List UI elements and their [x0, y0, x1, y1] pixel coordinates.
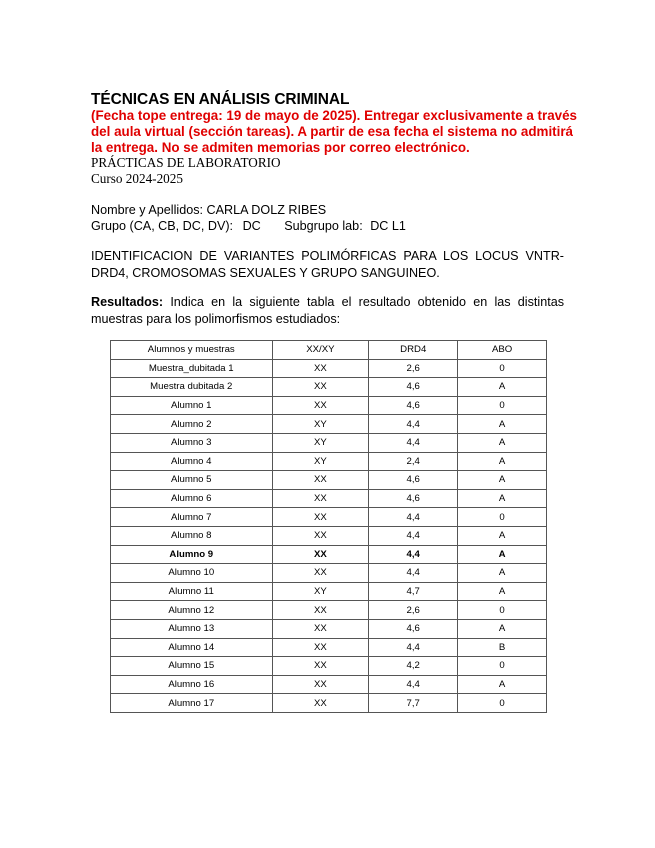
table-row: [111, 582, 547, 601]
practice-title-line: DRD4, CROMOSOMAS SEXUALES Y GRUPO SANGUINEO.: [91, 266, 440, 280]
table-row: [111, 526, 547, 545]
deadline-notice: [91, 108, 577, 156]
table-row: [111, 694, 547, 713]
cell-drd4: 4,6: [369, 471, 458, 490]
group-label: Grupo (CA, CB, DC, DV):: [91, 219, 234, 233]
column-header-drd4: DRD4: [369, 341, 458, 360]
practice-title-line: IDENTIFICACION DE VARIANTES POLIMÓRFICAS PARA LOS LOCUS VNTR-: [91, 249, 564, 263]
cell-abo: 0: [458, 657, 547, 676]
cell-abo: A: [458, 378, 547, 397]
cell-sex: XX: [272, 657, 369, 676]
table-row: [111, 471, 547, 490]
cell-sex: XX: [272, 471, 369, 490]
results-intro: [91, 294, 564, 328]
cell-abo: A: [458, 471, 547, 490]
cell-abo: A: [458, 526, 547, 545]
practice-title: [91, 248, 564, 282]
table-row: [111, 489, 547, 508]
cell-drd4: 2,6: [369, 359, 458, 378]
subgroup-value: DC L1: [370, 219, 406, 233]
cell-sample: Alumno 14: [111, 638, 273, 657]
cell-drd4: 4,4: [369, 433, 458, 452]
cell-drd4: 4,2: [369, 657, 458, 676]
cell-sex: XX: [272, 508, 369, 527]
cell-sample: Alumno 15: [111, 657, 273, 676]
cell-abo: 0: [458, 601, 547, 620]
cell-sex: XX: [272, 359, 369, 378]
cell-sample: Alumno 2: [111, 415, 273, 434]
table-row: [111, 601, 547, 620]
cell-abo: A: [458, 452, 547, 471]
cell-drd4: 4,6: [369, 396, 458, 415]
table-row: [111, 508, 547, 527]
cell-abo: A: [458, 489, 547, 508]
cell-sample: Alumno 10: [111, 564, 273, 583]
table-header-row: [111, 341, 547, 360]
cell-abo: 0: [458, 396, 547, 415]
cell-abo: B: [458, 638, 547, 657]
cell-sex: XY: [272, 433, 369, 452]
cell-abo: A: [458, 582, 547, 601]
table-row: [111, 638, 547, 657]
deadline-notice-line: del aula virtual (sección tareas). A partir de esa fecha el sistema no admitirá: [91, 124, 574, 139]
cell-drd4: 4,4: [369, 545, 458, 564]
student-name-line: [91, 203, 326, 217]
cell-sex: XX: [272, 564, 369, 583]
cell-sex: XX: [272, 489, 369, 508]
cell-sample: Alumno 6: [111, 489, 273, 508]
cell-sex: XX: [272, 545, 369, 564]
cell-abo: A: [458, 675, 547, 694]
table-row: [111, 564, 547, 583]
cell-drd4: 4,4: [369, 526, 458, 545]
cell-abo: 0: [458, 508, 547, 527]
cell-drd4: 7,7: [369, 694, 458, 713]
results-label: Resultados:: [91, 295, 164, 309]
cell-sample: Muestra dubitada 2: [111, 378, 273, 397]
cell-abo: A: [458, 564, 547, 583]
table-row: [111, 675, 547, 694]
cell-sample: Alumno 9: [111, 545, 273, 564]
column-header-abo: ABO: [458, 341, 547, 360]
cell-sex: XX: [272, 638, 369, 657]
cell-drd4: 4,4: [369, 638, 458, 657]
table-row: [111, 396, 547, 415]
document-subtitle: PRÁCTICAS DE LABORATORIO: [91, 155, 281, 170]
student-group-line: [91, 219, 406, 233]
cell-sex: XX: [272, 526, 369, 545]
cell-sex: XX: [272, 396, 369, 415]
cell-sample: Alumno 1: [111, 396, 273, 415]
cell-sex: XY: [272, 452, 369, 471]
cell-drd4: 2,4: [369, 452, 458, 471]
cell-drd4: 4,4: [369, 508, 458, 527]
cell-sample: Alumno 4: [111, 452, 273, 471]
results-text: Indica en la siguiente tabla el resultado obtenido en las distintas: [170, 295, 564, 309]
student-name-label: Nombre y Apellidos:: [91, 203, 203, 217]
document-title: TÉCNICAS EN ANÁLISIS CRIMINAL: [91, 91, 350, 108]
table-row: [111, 657, 547, 676]
cell-sex: XX: [272, 619, 369, 638]
cell-sample: Muestra_dubitada 1: [111, 359, 273, 378]
cell-drd4: 4,4: [369, 675, 458, 694]
group-value: DC: [242, 219, 261, 233]
cell-abo: A: [458, 433, 547, 452]
cell-sample: Alumno 17: [111, 694, 273, 713]
cell-sex: XX: [272, 675, 369, 694]
table-row: [111, 619, 547, 638]
table-row: [111, 359, 547, 378]
cell-drd4: 4,6: [369, 619, 458, 638]
cell-abo: 0: [458, 694, 547, 713]
cell-drd4: 4,6: [369, 378, 458, 397]
subgroup-label: Subgrupo lab:: [284, 219, 363, 233]
cell-sample: Alumno 7: [111, 508, 273, 527]
table-row: [111, 545, 547, 564]
cell-sample: Alumno 3: [111, 433, 273, 452]
cell-sample: Alumno 8: [111, 526, 273, 545]
table-row: [111, 415, 547, 434]
cell-sex: XX: [272, 694, 369, 713]
table-row: [111, 378, 547, 397]
column-header-samples: Alumnos y muestras: [111, 341, 273, 360]
cell-sex: XX: [272, 601, 369, 620]
cell-drd4: 4,7: [369, 582, 458, 601]
deadline-notice-line: (Fecha tope entrega: 19 de mayo de 2025). Entregar exclusivamente a través: [91, 108, 577, 123]
cell-drd4: 4,4: [369, 415, 458, 434]
table-row: [111, 433, 547, 452]
cell-abo: 0: [458, 359, 547, 378]
cell-sample: Alumno 11: [111, 582, 273, 601]
results-table: [110, 340, 547, 713]
cell-sex: XY: [272, 415, 369, 434]
table-body: [111, 359, 547, 712]
results-intro-line: muestras para los polimorfismos estudiados:: [91, 312, 341, 326]
results-intro-line: [91, 294, 564, 311]
cell-drd4: 4,4: [369, 564, 458, 583]
cell-sample: Alumno 12: [111, 601, 273, 620]
cell-sex: XX: [272, 378, 369, 397]
cell-sample: Alumno 13: [111, 619, 273, 638]
deadline-notice-line: la entrega. No se admiten memorias por correo electrónico.: [91, 140, 470, 155]
course-year: Curso 2024-2025: [91, 171, 183, 186]
cell-abo: A: [458, 415, 547, 434]
column-header-sex: XX/XY: [272, 341, 369, 360]
table-row: [111, 452, 547, 471]
cell-abo: A: [458, 545, 547, 564]
cell-sample: Alumno 5: [111, 471, 273, 490]
student-name-value: CARLA DOLZ RIBES: [206, 203, 327, 217]
cell-drd4: 2,6: [369, 601, 458, 620]
cell-drd4: 4,6: [369, 489, 458, 508]
cell-abo: A: [458, 619, 547, 638]
cell-sex: XY: [272, 582, 369, 601]
cell-sample: Alumno 16: [111, 675, 273, 694]
